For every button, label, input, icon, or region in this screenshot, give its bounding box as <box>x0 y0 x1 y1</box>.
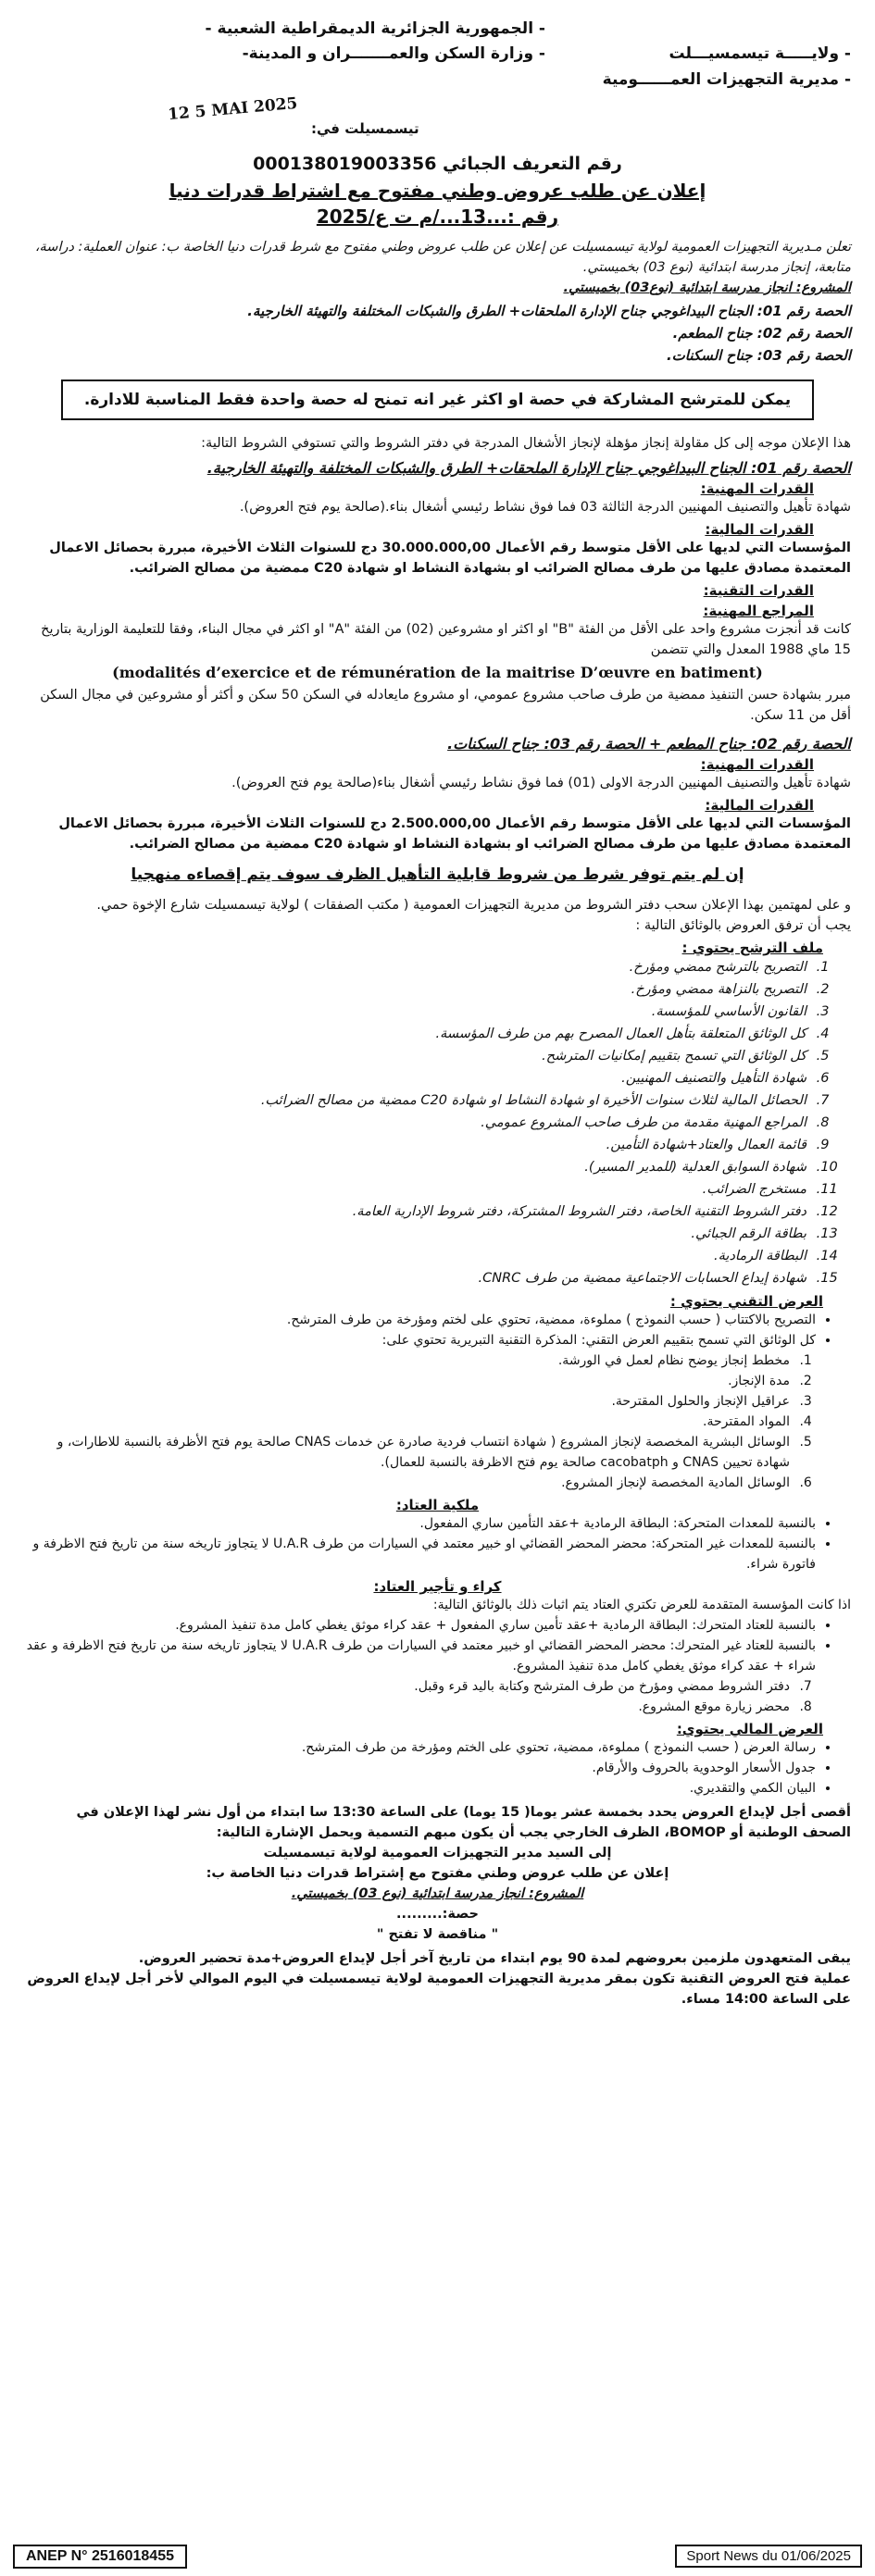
prof-references-text-2: مبرر بشهادة حسن التنفيذ ممضية من طرف صاحب مشروع عمومي، او مشروع مايعادله في السكن 50 سكن و أكثر أو مشروعين في مجال السكن أقل من 11 سكن. <box>40 688 851 723</box>
envelope-label: إعلان عن طلب عروض وطني مفتوح مع إشتراط قدرات دنيا الخاصة ب: <box>206 1866 669 1881</box>
prof-capacity-text-2: شهادة تأهيل والتصنيف المهنيين الدرجة الاولى (01) فما فوق نشاط رئيسي أشغال بناء(صالحة يوم فتح العروض). <box>231 776 851 790</box>
ownership-heading: ملكية العتاد: <box>395 1497 480 1513</box>
eligibility-intro: هذا الإعلان موجه إلى كل مقاولة إنجاز مؤهلة لإنجاز الأشغال المدرجة في دفتر الشروط والتي تستوفي الشروط التالية: <box>201 436 851 451</box>
ministry-name: - وزارة السكن والعمـــــــران و المدينة- <box>242 44 545 63</box>
ownership-list <box>24 1513 851 1574</box>
wilaya-name: - ولايـــــة تيسمسيـــلت <box>669 44 851 63</box>
not-open-label: " مناقصة لا تفتح " <box>376 1927 499 1942</box>
list-item: 8. المراجع المهنية مقدمة من طرف صاحب المشروع عمومي. <box>24 1112 812 1134</box>
header-republic-block <box>206 17 545 67</box>
list-item: 8. محضر زيارة موقع المشروع. <box>24 1697 795 1717</box>
directorate-name: - مديرية التجهيزات العمــــــومية <box>602 70 851 89</box>
document-footer <box>0 2541 875 2576</box>
lot1-heading: الحصة رقم 01: الجناح البيداغوجي جناح الإدارة الملحقات+ الطرق والشبكات المختلفة والتهيئة الخارجية. <box>206 459 851 477</box>
list-item: 10. شهادة السوابق العدلية (للمدير المسير). <box>24 1156 812 1178</box>
list-item: 7. الحصائل المالية لثلاث سنوات الأخيرة او شهادة النشاط او شهادة C20 ممضية من مصالح الضرائب. <box>24 1089 812 1112</box>
fin-capacity-heading: القدرات المالية: <box>705 521 814 538</box>
list-item: 15. شهادة إيداع الحسابات الاجتماعية ممضية من طرف CNRC. <box>24 1267 812 1289</box>
opening-paragraph: عملية فتح العروض التقنية تكون بمقر مديرية التجهيزات العمومية لولاية تيسمسيلت في اليوم الموالي لأخر أجل لإيداع العروض على الساعة 14:00 مساء. <box>27 1972 851 2007</box>
technical-tail-list <box>24 1676 851 1717</box>
list-item: 6. الوسائل المادية المخصصة لإنجاز المشروع. <box>24 1473 795 1493</box>
list-item: 4. المواد المقترحة. <box>24 1412 795 1432</box>
tech-capacity-heading: القدرات التقنية: <box>703 582 814 599</box>
document-header <box>24 13 851 152</box>
source-newspaper: Sport News du 01/06/2025 <box>675 2545 862 2568</box>
lot23-heading: الحصة رقم 02: جناح المطعم + الحصة رقم 03: جناح السكنات. <box>447 735 851 753</box>
participation-notice-box: يمكن للمترشح المشاركة في حصة او اكثر غير انه تمنح له حصة واحدة فقط المناسبة للادارة. <box>61 380 814 420</box>
anep-number: ANEP N° 2516018455 <box>13 2545 187 2569</box>
lot-item: الحصة رقم 01: الجناح البيداغوجي جناح الإدارة الملحقات+ الطرق والشبكات المختلفة والتهيئة الخارجية. <box>247 303 851 319</box>
withdraw-paragraph: و على لمهتمين بهذا الإعلان سحب دفتر الشروط من مديرية التجهيزات العمومية ( مكتب الصفقات ) لولاية تيسمسيلت شارع الإخوة حمي. <box>96 898 851 913</box>
tax-id: رقم التعريف الجبائي 000138019003356 <box>253 154 622 174</box>
list-item: 2. مدة الإنجاز. <box>24 1371 795 1391</box>
list-item: • بالنسبة للعتاد المتحرك: البطاقة الرمادية +عقد تأمين ساري المفعول + عقد كراء موثق يغطي كامل مدة تنفيذ المشروع. <box>24 1615 816 1636</box>
lot-item: الحصة رقم 03: جناح السكنات. <box>666 347 851 364</box>
list-item: 9. قائمة العمال والعتاد+شهادة التأمين. <box>24 1134 812 1156</box>
prof-capacity-text: شهادة تأهيل والتصنيف المهنيين الدرجة الثالثة 03 فما فوق نشاط رئيسي أشغال بناء.(صالحة يوم فتح العروض). <box>239 500 851 515</box>
technical-offer-heading: العرض التقني يحتوي : <box>669 1293 823 1310</box>
list-item: 7. دفتر الشروط ممضي ومؤرخ من طرف المترشح وكتابة باليد قرء وقبل. <box>24 1676 795 1697</box>
list-item: • بالنسبة للمعدات غير المتحركة: محضر المحضر القضائي او خبير معتمد في السيارات من طرف U.A.R لا يتجاوز تاريخه سنة من تاريخ فتح الاظرفة و فاتورة شراء. <box>24 1534 816 1574</box>
list-item: • رسالة العرض ( حسب النموذج ) مملوءة، ممضية، تحتوي على الختم ومؤرخة من طرف المترشح. <box>24 1737 816 1758</box>
list-item: 3. القانون الأساسي للمؤسسة. <box>24 1001 812 1023</box>
attach-line: يجب أن ترفق العروض بالوثائق التالية : <box>635 918 851 933</box>
announcement-title: إعلان عن طلب عروض وطني مفتوح مع اشتراط قدرات دنيا <box>169 180 706 202</box>
list-item: • كل الوثائق التي تسمح بتقييم العرض التقني: المذكرة التقنية التبريرية تحتوي على: <box>24 1330 816 1350</box>
list-item: • بالنسبة للعتاد غير المتحرك: محضر المحضر القضائي او خبير معتمد في السيارات من طرف U.A.R لا يتجاوز تاريخه سنة من تاريخ فتح الاظرفة و عقد شراء + عقد كراء موثق يغطي كامل مدة تنفيذ المشروع. <box>24 1636 816 1676</box>
list-item: 12. دفتر الشروط التقنية الخاصة، دفتر الشروط المشتركة، دفتر شروط الإدارية العامة. <box>24 1201 812 1223</box>
intro-paragraph: تعلن مـديرية التجهيزات العمومية لولاية تيسمسيلت عن إعلان عن طلب عروض وطني مفتوح مع شرط قدرات دنيا الخاصة ب: عنوان العملية: دراسة، متابعة، إنجاز مدرسة ابتدائية (نوع 03) بخميستي. <box>34 240 851 275</box>
list-item: 4. كل الوثائق المتعلقة بتأهل العمال المصرح بهم من طرف المؤسسة. <box>24 1023 812 1045</box>
fin-capacity-text-2: المؤسسات التي لديها على الأقل متوسط رقم الأعمال 2.500.000,00 دج للسنوات الثلاث الأخيرة، مبررة بحصائل الاعمال المعتمدة مصادق عليها من طرف مصالح الضرائب او بشهادة النشاط او شهادة C20 ممضية من مصالح الضرائب. <box>58 816 851 852</box>
fin-capacity-heading-2: القدرات المالية: <box>705 797 814 814</box>
technical-bullets <box>24 1310 851 1350</box>
financial-offer-heading: العرض المالي يحتوي: <box>676 1721 823 1737</box>
deadline-paragraph: أقصى أجل لإيداع العروض يحدد بخمسة عشر يوما( 15 يوما) على الساعة 13:30 سا ابتداء من أول نشر لهذا الإعلان في الصحف الوطنية أو BOMOP، الظرف الخارجي يجب أن يكون مبهم التسمية ويحمل الإشارة التالية: <box>76 1805 851 1840</box>
project-line: المشروع: انجاز مدرسة ابتدائية (نوع03) بخميستي. <box>563 280 851 295</box>
list-item: 1. مخطط إنجاز يوضح نظام لعمل في الورشة. <box>24 1350 795 1371</box>
rent-list <box>24 1615 851 1676</box>
list-item: 5. الوسائل البشرية المخصصة لإنجاز المشروع ( شهادة انتساب فردية صادرة عن خدمات CNAS صالحة يوم فتح الأظرفة بالنسبة للاطارات، و شهادة تحيين CNAS و cacobatph صالحة يوم فتح الاظرفة بالنسبة للعمال). <box>24 1432 795 1473</box>
place-date-label: تيسمسيلت في: <box>311 120 419 137</box>
prof-capacity-heading: القدرات المهنية: <box>700 480 814 497</box>
list-item: 6. شهادة التأهيل والتصنيف المهنيين. <box>24 1067 812 1089</box>
prof-capacity-heading-2: القدرات المهنية: <box>700 756 814 773</box>
candidature-heading: ملف الترشح يحتوي : <box>681 940 823 956</box>
list-item: 14. البطاقة الرمادية. <box>24 1245 812 1267</box>
address-line: إلى السيد مدير التجهيزات العمومية لولاية تيسمسيلت <box>263 1846 612 1860</box>
financial-list <box>24 1737 851 1798</box>
lots-list <box>24 300 851 367</box>
envelope-lot: حصة:......... <box>396 1907 479 1922</box>
lot-item: الحصة رقم 02: جناح المطعم. <box>672 325 851 342</box>
republic-name: - الجمهورية الجزائرية الديمقراطية الشعبية - <box>205 19 545 38</box>
list-item: 11. مستخرج الضرائب. <box>24 1178 812 1201</box>
rent-heading: كراء و تأجير العتاد: <box>373 1578 502 1595</box>
announcement-number: رقم :...13.../م ت ع/2025 <box>316 205 559 228</box>
list-item: 5. كل الوثائق التي تسمح بتقييم إمكانيات المترشح. <box>24 1045 812 1067</box>
prof-references-text: كانت قد أنجزت مشروع واحد على الأقل من الفئة "B" او اكثر او مشروعين (02) من الفئة "A" او اكثر في مجال البناء، وفقا للتعليمة الوزارية بتاريخ 15 ماي 1988 المعدل والتي تتضمن <box>41 622 851 657</box>
list-item: • بالنسبة للمعدات المتحركة: البطاقة الرمادية +عقد التأمين ساري المفعول. <box>24 1513 816 1534</box>
rent-intro: اذا كانت المؤسسة المتقدمة للعرض تكتري العتاد يتم اثبات ذلك بالوثائق التالية: <box>432 1598 851 1612</box>
candidature-list <box>24 956 851 1289</box>
exclusion-notice: إن لم يتم توفر شرط من شروط قابلية التأهيل الظرف سوف يتم إقصاءه منهجيا <box>131 865 744 884</box>
french-reference: (modalités d’exercice et de rémunération de la maitrise D’œuvre en batiment) <box>112 664 763 681</box>
fin-capacity-text: المؤسسات التي لديها على الأقل متوسط رقم الأعمال 30.000.000,00 دج للسنوات الثلاث الأخيرة، مبررة بحصائل الاعمال المعتمدة مصادق عليها من طرف مصالح الضرائب او بشهادة النشاط او شهادة C20 ممضية من مصالح الضرائب. <box>49 541 851 576</box>
date-stamp: 12 5 MAI 2025 <box>167 93 299 125</box>
list-item: 1. التصريح بالترشح ممضي ومؤرخ. <box>24 956 812 978</box>
list-item: • جدول الأسعار الوحدوية بالحروف والأرقام. <box>24 1758 816 1778</box>
envelope-project: المشروع: انجاز مدرسة ابتدائية (نوع 03) بخميستي. <box>291 1886 584 1901</box>
list-item: 3. عراقيل الإنجاز والحلول المقترحة. <box>24 1391 795 1412</box>
prof-references-heading: المراجع المهنية: <box>703 603 814 619</box>
list-item: 13. بطاقة الرقم الجبائي. <box>24 1223 812 1245</box>
header-wilaya-block <box>603 41 851 93</box>
list-item: • البيان الكمي والتقديري. <box>24 1778 816 1798</box>
validity-paragraph: يبقى المتعهدون ملزمين بعروضهم لمدة 90 يوم ابتداء من تاريخ آخر أجل لإيداع العروض+مدة تحضير العروض. <box>138 1951 851 1966</box>
list-item: • التصريح بالاكتتاب ( حسب النموذج ) مملوءة، ممضية، تحتوي على لختم ومؤرخة من طرف المترشح. <box>24 1310 816 1330</box>
technical-memo-list <box>24 1350 851 1493</box>
list-item: 2. التصريح بالنزاهة ممضي ومؤرخ. <box>24 978 812 1001</box>
